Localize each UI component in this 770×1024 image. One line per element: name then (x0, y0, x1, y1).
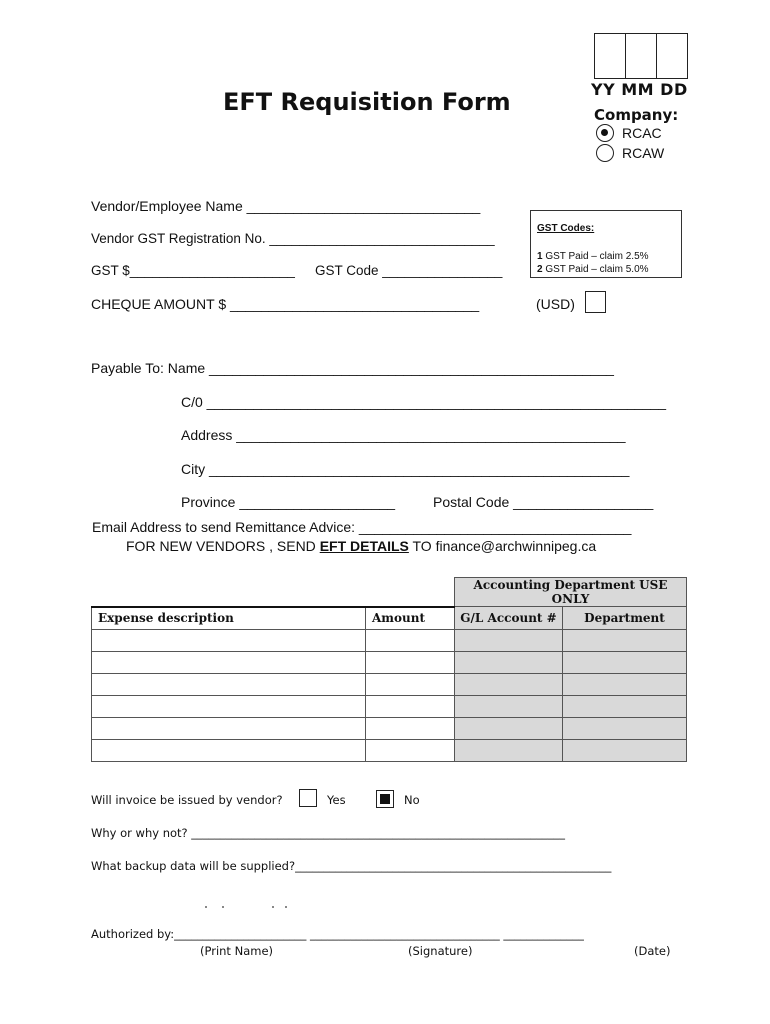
gst-codes-box (530, 210, 682, 278)
department-cell[interactable] (563, 629, 687, 651)
payable-province-field[interactable]: Province ____________________ (181, 494, 396, 510)
payable-address-field[interactable]: Address __________________________________________________ (181, 427, 626, 443)
radio-rcac[interactable] (596, 124, 614, 142)
date-boxes[interactable] (594, 33, 688, 79)
gl-account-cell[interactable] (455, 673, 563, 695)
gl-account-cell[interactable] (455, 651, 563, 673)
date-box-mm[interactable] (657, 34, 687, 78)
signature-caption: (Signature) (408, 944, 473, 958)
expense-table (91, 577, 687, 762)
radio-rcaw-label: RCAW (622, 145, 665, 161)
company-label: Company: (594, 106, 679, 124)
invoice-yes-checkbox[interactable] (299, 789, 317, 807)
speck (205, 906, 207, 908)
date-box-yy-2[interactable] (626, 34, 657, 78)
expense-description-cell[interactable] (92, 717, 366, 739)
payable-name-field[interactable]: Payable To: Name ____________________________________________________ (91, 360, 614, 376)
department-cell[interactable] (563, 739, 687, 761)
table-row (92, 717, 687, 739)
date-label: YY MM DD (591, 80, 688, 99)
invoice-yes-label: Yes (327, 793, 346, 807)
col-amount: Amount (366, 607, 455, 630)
amount-cell[interactable] (366, 695, 455, 717)
gst-codes-heading: GST Codes: (537, 223, 595, 234)
usd-checkbox[interactable] (585, 291, 606, 313)
expense-description-cell[interactable] (92, 651, 366, 673)
form-title: EFT Requisition Form (223, 88, 511, 116)
gst-code-field[interactable]: GST Code ________________ (315, 263, 503, 278)
table-row (92, 673, 687, 695)
speck (222, 906, 224, 908)
amount-cell[interactable] (366, 739, 455, 761)
table-row (92, 629, 687, 651)
gst-code-1: 1 GST Paid – claim 2.5% (537, 251, 649, 262)
speck (272, 906, 274, 908)
gl-account-cell[interactable] (455, 695, 563, 717)
speck (285, 906, 287, 908)
department-cell[interactable] (563, 695, 687, 717)
expense-description-cell[interactable] (92, 739, 366, 761)
email-remittance-field[interactable]: Email Address to send Remittance Advice: ___________________________________ (92, 519, 632, 535)
table-row (92, 739, 687, 761)
why-field[interactable]: Why or why not? _________________________________________________________________ (91, 826, 566, 840)
department-cell[interactable] (563, 673, 687, 695)
currency-label: (USD) (536, 296, 575, 312)
new-vendors-note: FOR NEW VENDORS , SEND EFT DETAILS TO finance@archwinnipeg.ca (126, 538, 597, 554)
date-box-yy-1[interactable] (595, 34, 626, 78)
invoice-question: Will invoice be issued by vendor? (91, 793, 283, 807)
col-expense-description: Expense description (92, 607, 366, 630)
cheque-amount-field[interactable]: CHEQUE AMOUNT $ ________________________________ (91, 296, 480, 312)
vendor-name-field[interactable]: Vendor/Employee Name ______________________________ (91, 198, 481, 214)
accounting-dept-header: Accounting Department USE ONLY (455, 578, 687, 607)
gst-code-2: 2 GST Paid – claim 5.0% (537, 264, 649, 275)
amount-cell[interactable] (366, 673, 455, 695)
authorized-by-field[interactable]: Authorized by:_______________________ _________________________________ ______________ (91, 927, 584, 941)
vendor-gst-reg-field[interactable]: Vendor GST Registration No. ______________________________ (91, 231, 495, 246)
gst-amount-field[interactable]: GST $______________________ (91, 263, 295, 278)
col-department: Department (563, 607, 687, 630)
payable-postal-field[interactable]: Postal Code __________________ (433, 494, 654, 510)
expense-description-cell[interactable] (92, 695, 366, 717)
gl-account-cell[interactable] (455, 629, 563, 651)
payable-city-field[interactable]: City ______________________________________________________ (181, 461, 630, 477)
gl-account-cell[interactable] (455, 717, 563, 739)
expense-description-cell[interactable] (92, 629, 366, 651)
col-gl-account: G/L Account # (455, 607, 563, 630)
amount-cell[interactable] (366, 717, 455, 739)
print-name-caption: (Print Name) (200, 944, 274, 958)
payable-co-field[interactable]: C/0 ___________________________________________________________ (181, 394, 667, 410)
table-row (92, 651, 687, 673)
invoice-no-label: No (404, 793, 420, 807)
invoice-no-checkbox[interactable] (376, 790, 394, 808)
amount-cell[interactable] (366, 651, 455, 673)
department-cell[interactable] (563, 651, 687, 673)
radio-rcac-label: RCAC (622, 125, 662, 141)
table-row (92, 695, 687, 717)
expense-description-cell[interactable] (92, 673, 366, 695)
radio-rcaw[interactable] (596, 144, 614, 162)
gl-account-cell[interactable] (455, 739, 563, 761)
amount-cell[interactable] (366, 629, 455, 651)
date-caption: (Date) (634, 944, 671, 958)
backup-data-field[interactable]: What backup data will be supplied?_______________________________________________________ (91, 859, 612, 873)
department-cell[interactable] (563, 717, 687, 739)
